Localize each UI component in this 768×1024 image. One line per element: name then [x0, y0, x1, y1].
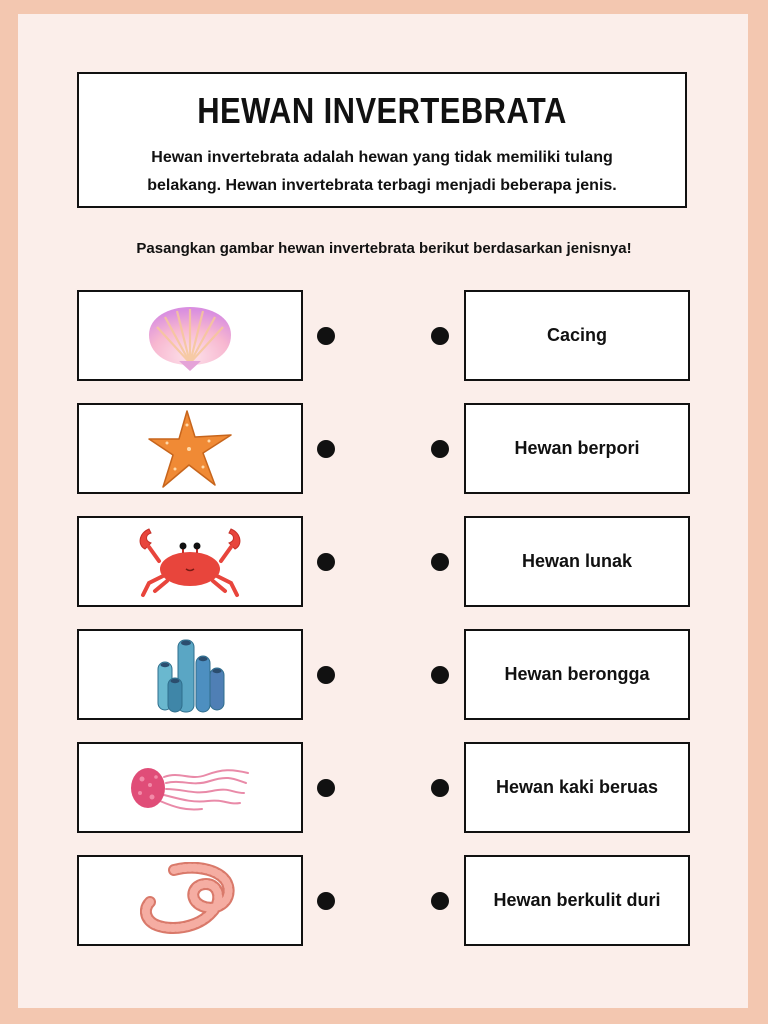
crab-icon [135, 525, 245, 599]
category-box-3[interactable]: Hewan lunak [464, 516, 690, 607]
match-dot-right-2[interactable] [431, 440, 449, 458]
match-dot-left-4[interactable] [317, 666, 335, 684]
category-box-5[interactable]: Hewan kaki beruas [464, 742, 690, 833]
description [99, 144, 665, 200]
description-line-1: Hewan invertebrata adalah hewan yang tidak memiliki tulang [151, 149, 613, 166]
starfish-icon [147, 409, 233, 489]
match-dot-right-3[interactable] [431, 553, 449, 571]
description-line-2: belakang. Hewan invertebrata terbagi menjadi beberapa jenis. [147, 177, 617, 194]
category-box-6[interactable]: Hewan berkulit duri [464, 855, 690, 946]
category-box-2[interactable]: Hewan berpori [464, 403, 690, 494]
match-dot-left-5[interactable] [317, 779, 335, 797]
category-box-1[interactable]: Cacing [464, 290, 690, 381]
match-dot-left-3[interactable] [317, 553, 335, 571]
match-dot-left-6[interactable] [317, 892, 335, 910]
page-title: HEWAN INVERTEBRATA [197, 90, 567, 131]
instruction-text: Pasangkan gambar hewan invertebrata berikut berdasarkan jenisnya! [136, 240, 632, 257]
shell-icon [145, 301, 235, 371]
jellyfish-icon [128, 763, 252, 813]
picture-box-jellyfish[interactable] [77, 742, 303, 833]
picture-box-sponge[interactable] [77, 629, 303, 720]
category-box-4[interactable]: Hewan berongga [464, 629, 690, 720]
match-dot-right-5[interactable] [431, 779, 449, 797]
picture-box-worm[interactable] [77, 855, 303, 946]
picture-box-starfish[interactable] [77, 403, 303, 494]
match-dot-right-1[interactable] [431, 327, 449, 345]
sponge-icon [150, 634, 230, 716]
match-dot-left-2[interactable] [317, 440, 335, 458]
picture-box-crab[interactable] [77, 516, 303, 607]
match-dot-right-6[interactable] [431, 892, 449, 910]
match-dot-left-1[interactable] [317, 327, 335, 345]
title-box [77, 72, 687, 208]
picture-box-shell[interactable] [77, 290, 303, 381]
worm-icon [140, 862, 240, 940]
match-dot-right-4[interactable] [431, 666, 449, 684]
